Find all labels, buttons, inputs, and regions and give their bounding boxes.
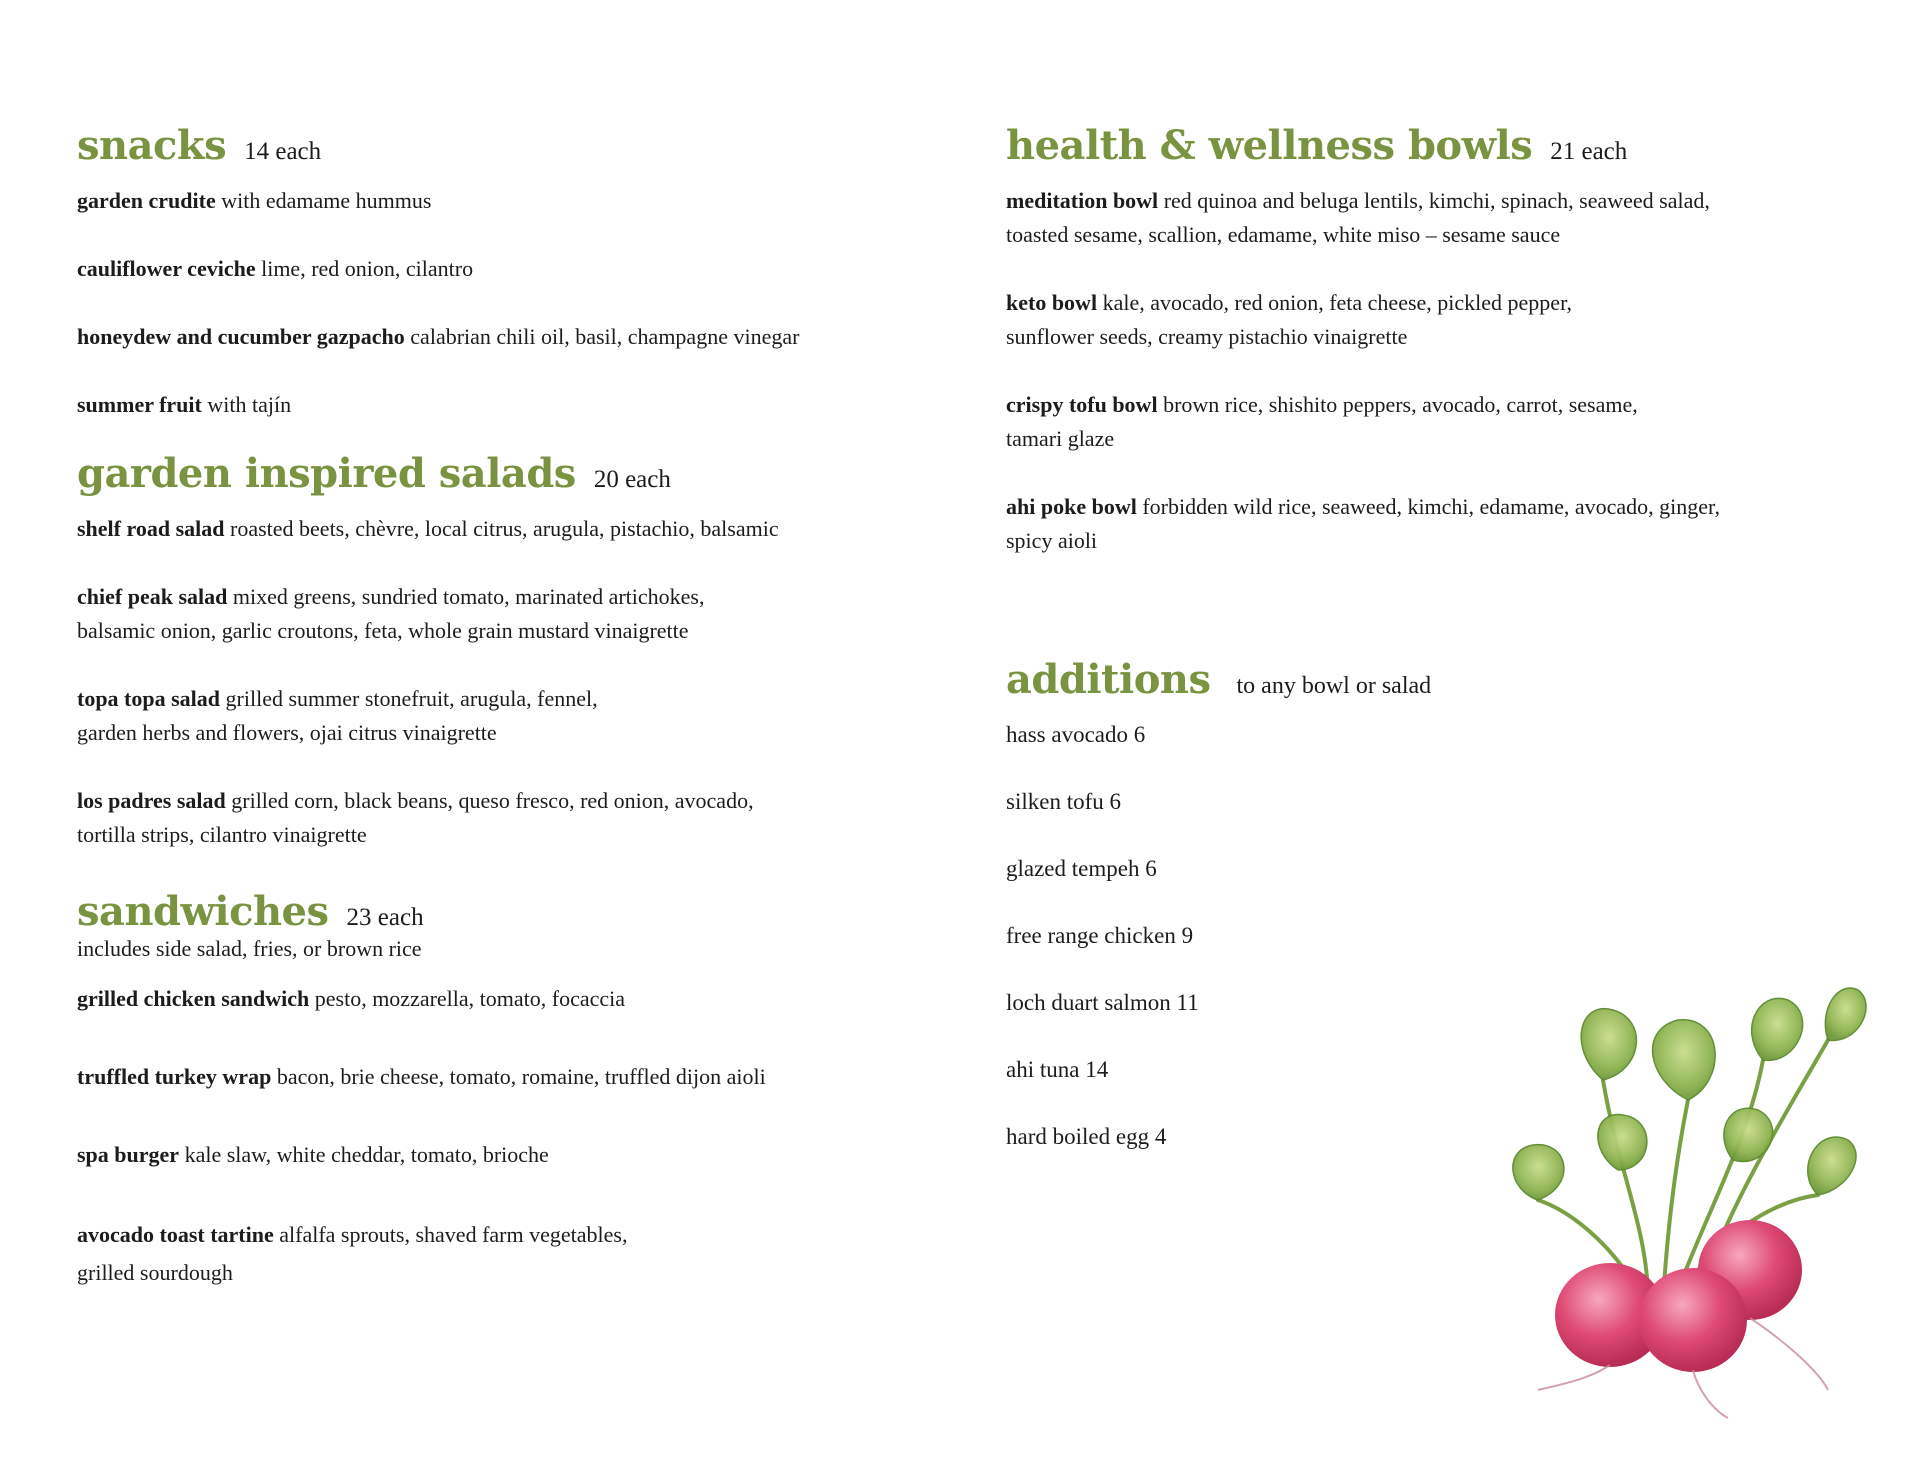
addition-item: silken tofu 6	[1006, 789, 1121, 814]
additions-title: additions	[1006, 656, 1211, 703]
sandwiches-note: includes side salad, fries, or brown rice	[77, 936, 422, 961]
additions-heading-row	[1006, 658, 1836, 702]
menu-item: ahi poke bowl forbidden wild rice, seaweed, kimchi, edamame, avocado, ginger, spicy aioli	[1006, 494, 1720, 553]
menu-item: truffled turkey wrap bacon, brie cheese, tomato, romaine, truffled dijon aioli	[77, 1064, 766, 1089]
bowls-price: 21 each	[1550, 138, 1628, 165]
sandwiches-price: 23 each	[346, 904, 424, 931]
menu-item: avocado toast tartine alfalfa sprouts, shaved farm vegetables, grilled sourdough	[77, 1222, 628, 1285]
leaf-shapes	[1513, 988, 1866, 1200]
additions-note: to any bowl or salad	[1236, 673, 1432, 699]
addition-item: glazed tempeh 6	[1006, 856, 1157, 881]
sandwiches-heading-row	[77, 890, 957, 934]
menu-item: garden crudite with edamame hummus	[77, 188, 432, 213]
menu-item: meditation bowl red quinoa and beluga lentils, kimchi, spinach, seaweed salad, toasted sesame, scallion, edamame, white miso – sesame sauce	[1006, 188, 1710, 247]
menu-item: summer fruit with tajín	[77, 392, 292, 417]
bowls-heading-row	[1006, 124, 1836, 168]
addition-item: hard boiled egg 4	[1006, 1124, 1167, 1149]
left-column	[77, 124, 957, 1292]
addition-item: free range chicken 9	[1006, 923, 1194, 948]
radish-bulbs	[1555, 1220, 1802, 1372]
menu-item: chief peak salad mixed greens, sundried tomato, marinated artichokes, balsamic onion, garlic croutons, feta, whole grain mustard vinaigrette	[77, 584, 705, 643]
menu-item: grilled chicken sandwich pesto, mozzarella, tomato, focaccia	[77, 986, 626, 1011]
menu-item: topa topa salad grilled summer stonefruit, arugula, fennel, garden herbs and flowers, ojai citrus vinaigrette	[77, 686, 598, 745]
menu-item: honeydew and cucumber gazpacho calabrian chili oil, basil, champagne vinegar	[77, 324, 800, 349]
sandwiches-title: sandwiches	[77, 888, 329, 935]
menu-item: shelf road salad roasted beets, chèvre, local citrus, arugula, pistachio, balsamic	[77, 516, 779, 541]
salads-heading-row	[77, 452, 957, 496]
addition-item: ahi tuna 14	[1006, 1057, 1109, 1082]
radish-illustration	[1498, 970, 1878, 1420]
menu-item: keto bowl kale, avocado, red onion, feta cheese, pickled pepper, sunflower seeds, creamy pistachio vinaigrette	[1006, 290, 1573, 349]
addition-item: hass avocado 6	[1006, 722, 1146, 747]
menu-item: cauliflower ceviche lime, red onion, cilantro	[77, 256, 474, 281]
menu-item: crispy tofu bowl brown rice, shishito peppers, avocado, carrot, sesame, tamari glaze	[1006, 392, 1638, 451]
salads-title: garden inspired salads	[77, 450, 576, 497]
addition-item: loch duart salmon 11	[1006, 990, 1199, 1015]
snacks-price: 14 each	[244, 138, 322, 165]
bowls-title: health & wellness bowls	[1006, 122, 1533, 169]
menu-item: los padres salad grilled corn, black beans, queso fresco, red onion, avocado, tortilla strips, cilantro vinaigrette	[77, 788, 754, 847]
snacks-heading-row	[77, 124, 957, 168]
salads-price: 20 each	[593, 466, 671, 493]
snacks-title: snacks	[77, 122, 227, 169]
menu-item: spa burger kale slaw, white cheddar, tomato, brioche	[77, 1142, 549, 1167]
